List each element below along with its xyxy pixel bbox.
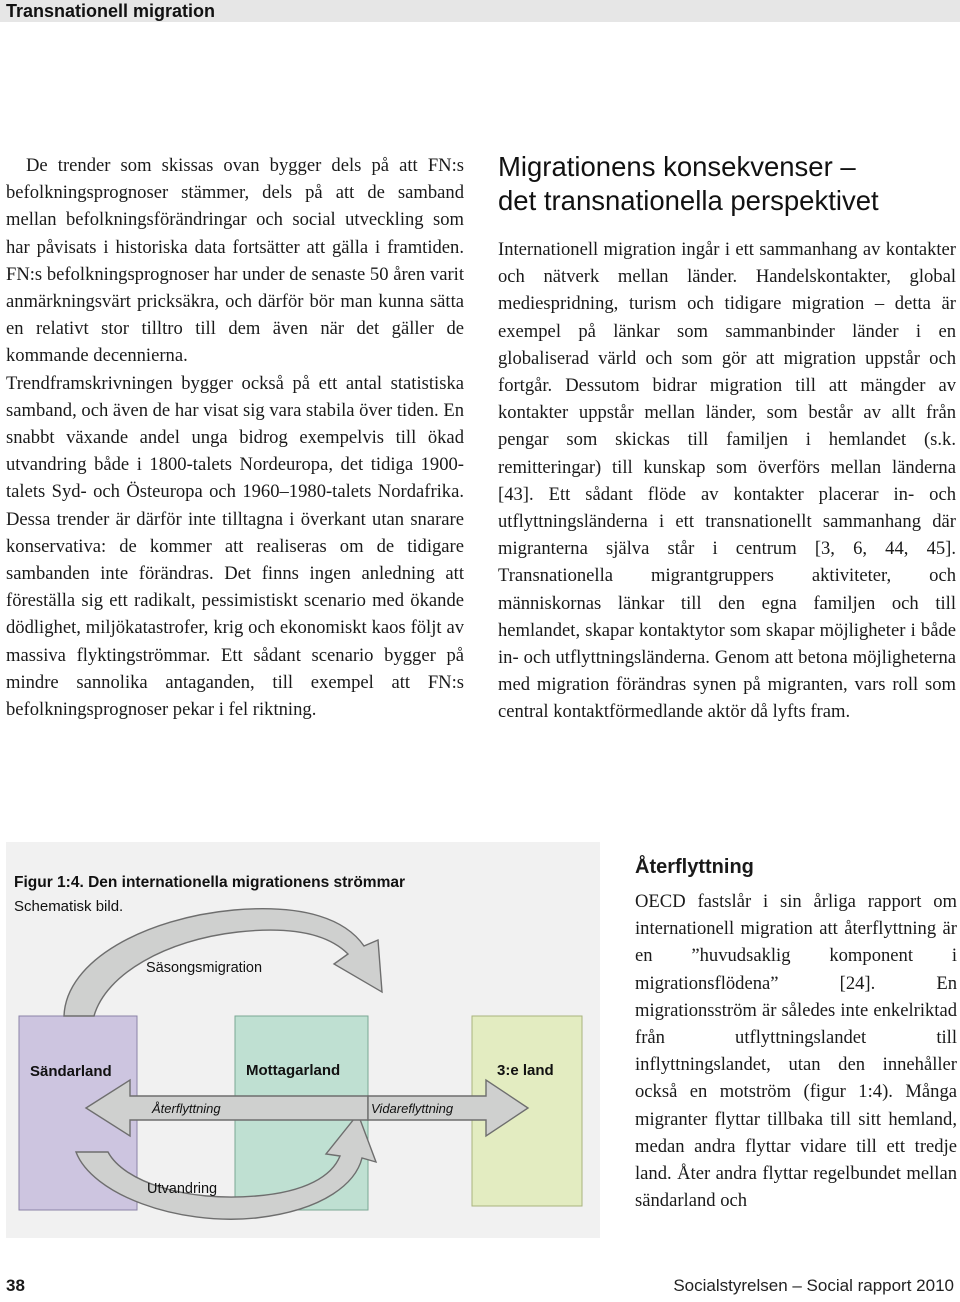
left-column bbox=[6, 152, 464, 723]
label-onward: Vidareflyttning bbox=[371, 1101, 454, 1116]
paragraph: De trender som skissas ovan bygger dels på att FN:s befolkningsprognoser stämmer, dels på att de samband mellan befolkningsförändringar och social utveckling som har påvisats i historiska data fortsätter att gälla i framtiden. FN:s befolkningsprognoser har under de senaste 50 åren varit anmärkningsvärt pricksäkra, och därför bör man kunna sätta en relativt stor tilltro till dem även när det gäller de kommande decennierna. bbox=[6, 155, 464, 367]
figure-migration-flows bbox=[6, 842, 600, 1238]
figure-subtitle: Schematisk bild. bbox=[14, 898, 124, 915]
label-receiver: Mottagarland bbox=[246, 1062, 341, 1079]
label-sender: Sändarland bbox=[30, 1063, 112, 1080]
section-heading-line: Migrationens konsekvenser – bbox=[498, 151, 856, 182]
paragraph: Trendframskrivningen bygger också på ett antal statistiska samband, och även de har visat sig vara stabila över tiden. En snabbt växande andel unga bidrog exempelvis till ökad utvandring både i 1800-talets Nordeuropa, det tidiga 1900-talets Syd- och Östeuropa och 1960–1980-talets Nordafrika. Dessa trender är därför inte tilltagna i överkant utan snarare konservativa: de kommer att realiseras om de tidigare sambanden inte förändras. Det finns ingen anledning att föreställa sig ett radikalt, pessimistiskt scenario med ökande dödlighet, miljökatastrofer, krig och ekonomiskt kaos följt av massiva flyktingströmmar. Ett sådant scenario bygger på mindre sannolika antaganden, till exempel att FN:s befolkningsprognoser pekar i fel riktning. bbox=[6, 372, 464, 721]
page-number: 38 bbox=[6, 1276, 25, 1295]
label-third-country: 3:e land bbox=[497, 1062, 554, 1079]
aside-column bbox=[635, 888, 957, 1214]
publication-footer: Socialstyrelsen – Social rapport 2010 bbox=[673, 1276, 954, 1295]
figure-title: Figur 1:4. Den internationella migrationens strömmar bbox=[14, 874, 406, 891]
aside-heading: Återflyttning bbox=[635, 856, 754, 878]
paragraph: Internationell migration ingår i ett sammanhang av kontakter och nätverk mellan länder. Handelskontakter, global mediespridning, turism och tidigare migration – detta är exempel på länkar som sammanbinder länder i en globaliserad värld och som gör att migration uppstår och fortgår. Dessutom bidrar migration till att mängder av kontakter uppstår mellan länder, som består av allt från pengar som skickas till familjen i hemlandet (s.k. remitteringar) till kunskap som överförs mellan länderna [43]. Ett sådant flöde av kontakter placerar in- och utflyttningsländerna i ett transnationellt sammanhang där migranterna själva står i centrum [3, 6, 44, 45]. Transnationella migrantgruppers aktiviteter, och människornas länkar till den egna familjen och till hemlandet, skapar kontaktytor som skapar möjligheter i både in- och utflyttningsländerna. Genom att betona möjligheterna med migration förändras synen på migranten, vars roll som central kontaktförmedlande aktör då lyfts fram. bbox=[498, 239, 956, 723]
right-column bbox=[498, 236, 956, 726]
section-heading bbox=[498, 150, 958, 218]
section-heading-line: det transnationella perspektivet bbox=[498, 185, 879, 216]
label-return: Återflyttning bbox=[152, 1101, 221, 1116]
paragraph: OECD fastslår i sin årliga rapport om internationell migration att återflyttning är en ”huvudsaklig komponent i migrationsflödena” [24]. En migrationsström är således inte enkelriktad från utflyttningslandet till inflyttningslandet, utan den innehåller också en motström (figur 1:4). Många migranter flyttar tillbaka till sitt hemland, medan andra flyttar vidare till ett tredje land. Åter andra flyttar regelbundet mellan sändarland och bbox=[635, 891, 957, 1212]
running-head: Transnationell migration bbox=[0, 0, 960, 22]
label-emigration: Utvandring bbox=[147, 1181, 218, 1197]
label-seasonal: Säsongsmigration bbox=[146, 960, 263, 976]
